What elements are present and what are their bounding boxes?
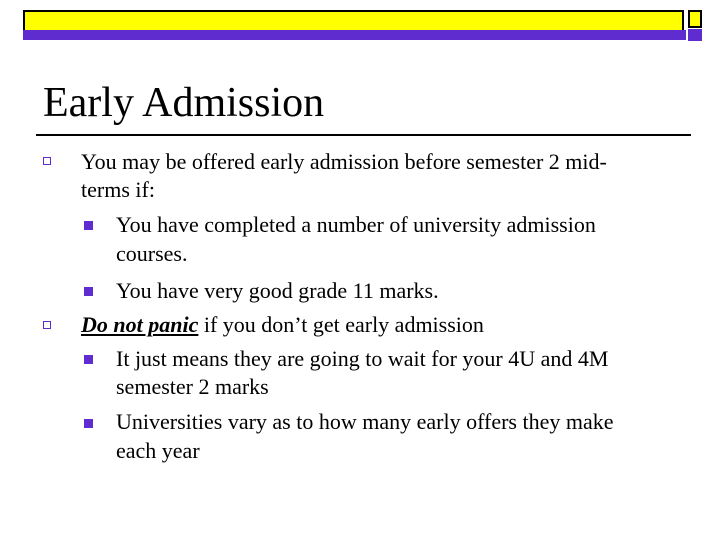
top-bar-yellow	[23, 10, 684, 32]
sub-bullet-text-line: It just means they are going to wait for your 4U and 4M	[116, 346, 609, 371]
sub-bullet-text-line: Universities vary as to how many early offers they make	[116, 409, 614, 434]
filled-square-bullet-icon	[84, 355, 93, 364]
filled-square-bullet-icon	[84, 221, 93, 230]
bullet-text-line	[81, 313, 484, 337]
corner-square-purple	[688, 29, 702, 41]
corner-square-yellow	[688, 10, 702, 28]
sub-bullet-text-line: You have very good grade 11 marks.	[116, 278, 439, 303]
slide-title: Early Admission	[43, 80, 325, 126]
bullet-text-rest: if you don’t get early admission	[198, 312, 484, 337]
hollow-square-bullet-icon	[43, 321, 51, 329]
top-bar-purple	[23, 30, 686, 40]
hollow-square-bullet-icon	[43, 157, 51, 165]
filled-square-bullet-icon	[84, 287, 93, 296]
filled-square-bullet-icon	[84, 419, 93, 428]
bullet-text-line: You may be offered early admission before semester 2 mid-	[81, 149, 607, 174]
sub-bullet-text-line: courses.	[116, 241, 188, 266]
emphasis-text: Do not panic	[81, 312, 199, 337]
bullet-text-line: terms if:	[81, 177, 155, 202]
sub-bullet-text-line: semester 2 marks	[116, 374, 269, 399]
sub-bullet-text-line: each year	[116, 438, 200, 463]
title-underline-rule	[36, 134, 691, 136]
sub-bullet-text-line: You have completed a number of university admission	[116, 212, 596, 237]
